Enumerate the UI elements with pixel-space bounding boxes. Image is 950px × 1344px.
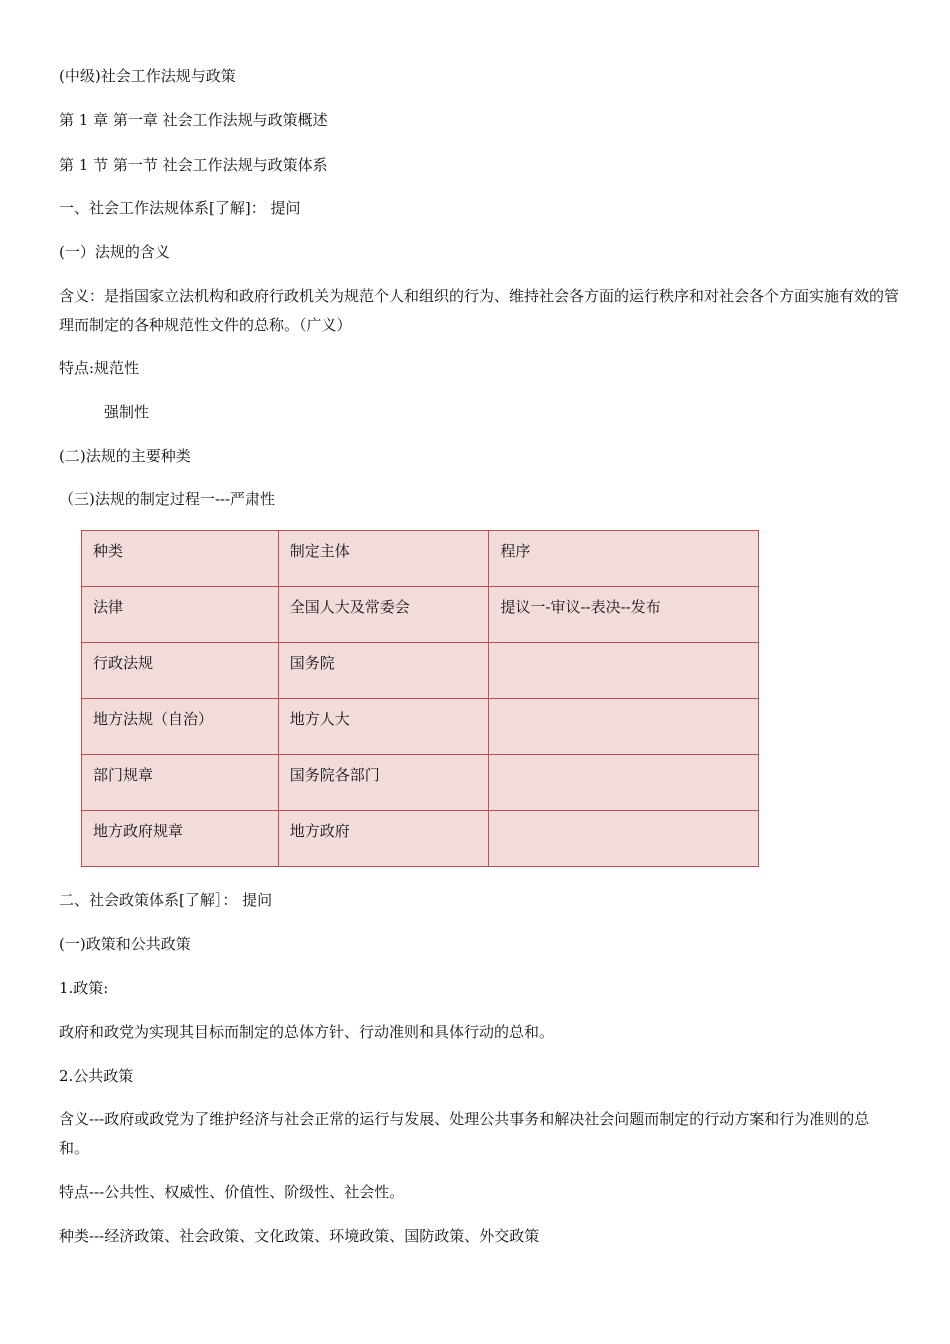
public-policy-types: 种类---经济政策、社会政策、文化政策、环境政策、国防政策、外交政策 (59, 1227, 540, 1245)
table-header-row (82, 531, 759, 587)
table-header-cell: 种类 (82, 531, 279, 587)
table-row (82, 755, 759, 811)
table-row (82, 699, 759, 755)
table-row (82, 643, 759, 699)
table-row (82, 811, 759, 867)
table-cell: 国务院 (278, 643, 489, 699)
table-header-cell: 制定主体 (278, 531, 489, 587)
public-policy-features: 特点---公共性、权威性、价值性、阶级性、社会性。 (59, 1183, 405, 1201)
law-types-table (81, 530, 759, 867)
definition-paragraph: 含义：是指国家立法机构和政府行政机关为规范个人和组织的行为、维持社会各方面的运行秩序和对社会各个方面实施有效的管理而制定的各种规范性文件的总称。（广义） (59, 287, 900, 334)
table-cell: 全国人大及常委会 (278, 587, 489, 643)
table-cell: 提议一-审议--表决--发布 (489, 587, 759, 643)
table-header-cell: 程序 (489, 531, 759, 587)
subheading-policy: (一)政策和公共政策 (59, 935, 191, 953)
table-cell: 地方法规（自治） (82, 699, 279, 755)
subheading-process: （三)法规的制定过程一---严肃性 (59, 490, 276, 508)
table-cell: 地方政府规章 (82, 811, 279, 867)
subheading-meaning: (一）法规的含义 (59, 243, 170, 261)
table-cell (489, 699, 759, 755)
policy-label: 1.政策: (59, 979, 109, 997)
table-cell: 国务院各部门 (278, 755, 489, 811)
part1-heading: 一、社会工作法规体系[了解]： 提问 (59, 199, 301, 217)
table-cell: 地方政府 (278, 811, 489, 867)
table-cell: 地方人大 (278, 699, 489, 755)
document-title: (中级)社会工作法规与政策 (59, 67, 236, 85)
subheading-types: (二)法规的主要种类 (59, 447, 191, 465)
part2-heading: 二、社会政策体系[了解］： 提问 (59, 891, 273, 909)
table-cell: 部门规章 (82, 755, 279, 811)
section-heading: 第 1 节 第一节 社会工作法规与政策体系 (59, 156, 328, 174)
table-cell (489, 811, 759, 867)
public-policy-meaning: 含义---政府或政党为了维护经济与社会正常的运行与发展、处理公共事务和解决社会问题而制定的行动方案和行为准则的总和。 (59, 1110, 870, 1157)
table-cell: 行政法规 (82, 643, 279, 699)
public-policy-label: 2.公共政策 (59, 1067, 134, 1085)
chapter-heading: 第 1 章 第一章 社会工作法规与政策概述 (59, 111, 328, 129)
features-label: 特点:规范性 (59, 359, 140, 377)
table-cell: 法律 (82, 587, 279, 643)
table-cell (489, 755, 759, 811)
table-row (82, 587, 759, 643)
policy-definition: 政府和政党为实现其目标而制定的总体方针、行动准则和具体行动的总和。 (59, 1023, 555, 1041)
table-cell (489, 643, 759, 699)
features-second: 强制性 (104, 403, 150, 421)
